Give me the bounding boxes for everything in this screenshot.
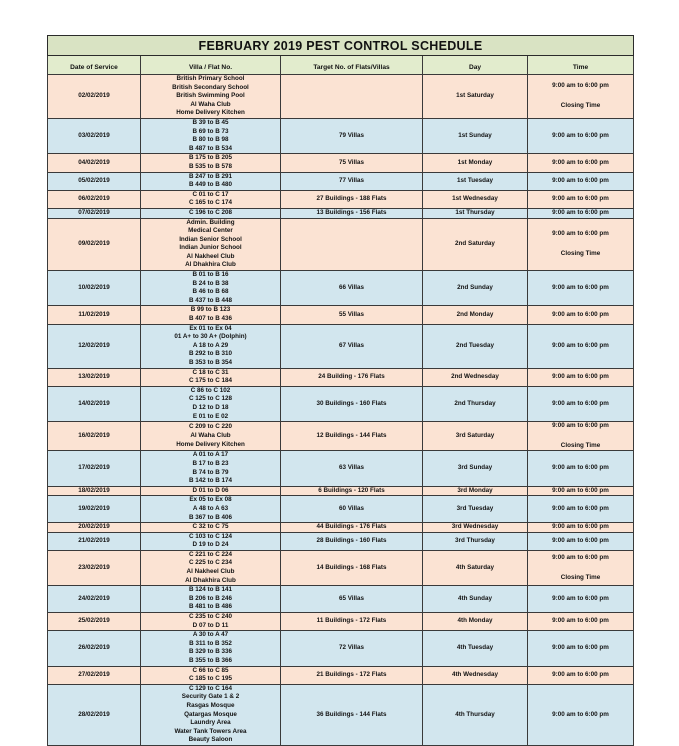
villa-line: D 01 to D 06 [192, 486, 229, 494]
cell-date: 14/02/2019 [48, 386, 141, 421]
cell-target: 44 Buildings - 176 Flats [281, 523, 423, 533]
cell-time [528, 422, 634, 451]
cell-day: 4th Monday [423, 613, 528, 631]
villa-line: Al Waha Club [190, 431, 231, 439]
column-header-day: Day [423, 56, 528, 75]
cell-time: 9:00 am to 6:00 pm [528, 271, 634, 306]
cell-target: 60 Villas [281, 496, 423, 523]
cell-date: 11/02/2019 [48, 306, 141, 324]
cell-target: 36 Buildings - 144 Flats [281, 684, 423, 745]
cell-date: 19/02/2019 [48, 496, 141, 523]
villa-line: C 221 to C 224 [188, 550, 233, 558]
table-row [48, 368, 634, 386]
villa-line: Al Waha Club [190, 100, 231, 108]
villa-line: B 46 to B 68 [192, 288, 229, 296]
villa-line: B 437 to B 448 [188, 296, 233, 304]
villa-line: B 39 to B 45 [192, 118, 229, 126]
villa-line-list [141, 306, 280, 323]
cell-time: 9:00 am to 6:00 pm [528, 613, 634, 631]
villa-line: C 165 to C 174 [188, 199, 233, 207]
villa-line: Laundry Area [190, 719, 231, 727]
cell-day: 3rd Thursday [423, 532, 528, 550]
table-row [48, 613, 634, 631]
villa-line: A 18 to A 29 [192, 341, 229, 349]
cell-date: 24/02/2019 [48, 586, 141, 613]
table-title-row [48, 36, 634, 56]
villa-line: Security Gate 1 & 2 [181, 693, 240, 701]
table-row [48, 523, 634, 533]
cell-date: 26/02/2019 [48, 631, 141, 666]
cell-date: 04/02/2019 [48, 154, 141, 172]
cell-time [528, 75, 634, 119]
table-row [48, 208, 634, 218]
cell-date: 10/02/2019 [48, 271, 141, 306]
cell-time: 9:00 am to 6:00 pm [528, 532, 634, 550]
villa-line: C 125 to C 128 [188, 395, 233, 403]
cell-target: 77 Villas [281, 172, 423, 190]
cell-target: 14 Buildings - 168 Flats [281, 550, 423, 585]
cell-target: 30 Buildings - 160 Flats [281, 386, 423, 421]
cell-target: 21 Buildings - 172 Flats [281, 666, 423, 684]
villa-line-list [141, 631, 280, 665]
cell-villa [141, 586, 281, 613]
cell-time: 9:00 am to 6:00 pm [528, 306, 634, 324]
service-hours: 9:00 am to 6:00 pm [552, 230, 609, 238]
villa-line: British Secondary School [172, 83, 249, 91]
cell-date: 13/02/2019 [48, 368, 141, 386]
villa-line: B 175 to B 205 [188, 154, 233, 162]
villa-line: B 353 to B 354 [188, 359, 233, 366]
cell-date: 25/02/2019 [48, 613, 141, 631]
villa-line: B 01 to B 16 [192, 271, 229, 279]
villa-line-list [141, 369, 280, 386]
cell-time [528, 550, 634, 585]
villa-line-list [141, 551, 280, 585]
table-header-row [48, 56, 634, 75]
cell-villa [141, 631, 281, 666]
cell-target: 63 Villas [281, 451, 423, 486]
villa-line: Ex 01 to Ex 04 [189, 324, 232, 332]
cell-time: 9:00 am to 6:00 pm [528, 190, 634, 208]
cell-date: 17/02/2019 [48, 451, 141, 486]
cell-target: 55 Villas [281, 306, 423, 324]
cell-villa [141, 218, 281, 271]
cell-day: 1st Thursday [423, 208, 528, 218]
table-row [48, 496, 634, 523]
cell-date: 21/02/2019 [48, 532, 141, 550]
cell-target: 28 Buildings - 160 Flats [281, 532, 423, 550]
cell-day: 4th Wednesday [423, 666, 528, 684]
column-header-time: Time [528, 56, 634, 75]
villa-line: B 329 to B 336 [188, 648, 233, 656]
table-row [48, 550, 634, 585]
villa-line-list [141, 613, 280, 630]
villa-line: Indian Senior School [179, 235, 242, 243]
cell-target: 66 Villas [281, 271, 423, 306]
cell-day: 1st Sunday [423, 118, 528, 153]
cell-villa [141, 75, 281, 119]
table-row [48, 486, 634, 496]
cell-time: 9:00 am to 6:00 pm [528, 208, 634, 218]
table-row [48, 666, 634, 684]
cell-villa [141, 306, 281, 324]
villa-line-list [141, 154, 280, 171]
time-group [528, 82, 633, 110]
cell-target: 13 Buildings - 156 Flats [281, 208, 423, 218]
cell-day: 2nd Sunday [423, 271, 528, 306]
closing-time-label: Closing Time [560, 441, 601, 449]
villa-line: Al Dhakhira Club [185, 576, 236, 584]
table-row [48, 451, 634, 486]
villa-line: D 12 to D 18 [192, 403, 229, 411]
villa-line: B 69 to B 73 [192, 127, 229, 135]
table-row [48, 422, 634, 451]
table-body [48, 75, 634, 746]
cell-time: 9:00 am to 6:00 pm [528, 154, 634, 172]
cell-day: 3rd Tuesday [423, 496, 528, 523]
table-row [48, 684, 634, 745]
cell-date: 07/02/2019 [48, 208, 141, 218]
time-group [528, 554, 633, 582]
cell-day: 4th Sunday [423, 586, 528, 613]
villa-line: B 80 to B 98 [192, 136, 229, 144]
villa-line: Ex 05 to Ex 08 [189, 496, 232, 504]
villa-line: E 01 to E 02 [192, 412, 229, 420]
cell-target [281, 75, 423, 119]
villa-line-list [141, 387, 280, 421]
service-hours: 9:00 am to 6:00 pm [552, 422, 609, 430]
cell-target: 27 Buildings - 188 Flats [281, 190, 423, 208]
cell-day: 3rd Monday [423, 486, 528, 496]
cell-date: 02/02/2019 [48, 75, 141, 119]
cell-time: 9:00 am to 6:00 pm [528, 172, 634, 190]
villa-line: C 209 to C 220 [188, 423, 233, 431]
villa-line: Al Dhakhira Club [185, 261, 236, 269]
cell-villa [141, 172, 281, 190]
villa-line-list [141, 496, 280, 522]
cell-villa [141, 368, 281, 386]
cell-time: 9:00 am to 6:00 pm [528, 118, 634, 153]
cell-time: 9:00 am to 6:00 pm [528, 451, 634, 486]
cell-time: 9:00 am to 6:00 pm [528, 324, 634, 368]
cell-date: 18/02/2019 [48, 486, 141, 496]
table-row [48, 118, 634, 153]
villa-line: B 142 to B 174 [188, 477, 233, 485]
cell-target: 6 Buildings - 120 Flats [281, 486, 423, 496]
table-row [48, 631, 634, 666]
cell-villa [141, 422, 281, 451]
cell-date: 12/02/2019 [48, 324, 141, 368]
cell-day: 3rd Sunday [423, 451, 528, 486]
villa-line: Indian Junior School [179, 244, 242, 252]
cell-time: 9:00 am to 6:00 pm [528, 523, 634, 533]
service-hours: 9:00 am to 6:00 pm [552, 553, 609, 561]
cell-day: 3rd Saturday [423, 422, 528, 451]
cell-target: 11 Buildings - 172 Flats [281, 613, 423, 631]
villa-line-list [141, 451, 280, 485]
villa-line: C 196 to C 208 [188, 208, 233, 216]
cell-day: 4th Saturday [423, 550, 528, 585]
cell-villa [141, 486, 281, 496]
villa-line-list [141, 423, 280, 449]
closing-time-label: Closing Time [560, 249, 601, 257]
villa-line: Rasgas Mosque [186, 701, 235, 709]
cell-target [281, 218, 423, 271]
table-row [48, 218, 634, 271]
cell-date: 23/02/2019 [48, 550, 141, 585]
cell-day: 2nd Wednesday [423, 368, 528, 386]
villa-line-list [141, 685, 280, 745]
column-header-date: Date of Service [48, 56, 141, 75]
table-row [48, 324, 634, 368]
villa-line: C 185 to C 195 [188, 675, 233, 683]
villa-line: Al Nakheel Club [186, 568, 235, 576]
villa-line: Water Tank Towers Area [174, 727, 247, 735]
villa-line-list [141, 209, 280, 218]
villa-line: B 17 to B 23 [192, 459, 229, 467]
villa-line: Medical Center [188, 227, 233, 235]
villa-line: Admin. Building [186, 218, 235, 226]
cell-time: 9:00 am to 6:00 pm [528, 486, 634, 496]
cell-day: 2nd Thursday [423, 386, 528, 421]
cell-date: 09/02/2019 [48, 218, 141, 271]
villa-line: B 24 to B 38 [192, 279, 229, 287]
cell-time: 9:00 am to 6:00 pm [528, 684, 634, 745]
villa-line: C 235 to C 240 [188, 613, 233, 621]
villa-line-list [141, 523, 280, 532]
cell-target: 12 Buildings - 144 Flats [281, 422, 423, 451]
villa-line-list [141, 586, 280, 612]
cell-time [528, 218, 634, 271]
villa-line-list [141, 75, 280, 118]
cell-day: 3rd Wednesday [423, 523, 528, 533]
villa-line: D 07 to D 11 [192, 621, 229, 629]
table-row [48, 154, 634, 172]
villa-line: C 175 to C 184 [188, 377, 233, 385]
service-hours: 9:00 am to 6:00 pm [552, 82, 609, 90]
villa-line: B 481 to B 486 [188, 603, 233, 611]
table-row [48, 306, 634, 324]
cell-villa [141, 684, 281, 745]
villa-line: B 487 to B 534 [188, 144, 233, 152]
villa-line: A 48 to A 63 [192, 504, 229, 512]
cell-villa [141, 550, 281, 585]
villa-line-list [141, 271, 280, 305]
cell-time: 9:00 am to 6:00 pm [528, 496, 634, 523]
cell-date: 20/02/2019 [48, 523, 141, 533]
cell-villa [141, 208, 281, 218]
cell-villa [141, 523, 281, 533]
villa-line: B 311 to B 352 [189, 639, 232, 647]
cell-target: 72 Villas [281, 631, 423, 666]
villa-line-list [141, 487, 280, 496]
villa-line: Beauty Saloon [188, 736, 233, 744]
page-title: FEBRUARY 2019 PEST CONTROL SCHEDULE [198, 38, 483, 53]
cell-villa [141, 190, 281, 208]
column-header-villa: Villa / Flat No. [141, 56, 281, 75]
cell-day: 2nd Saturday [423, 218, 528, 271]
villa-line-list [141, 173, 280, 190]
cell-time: 9:00 am to 6:00 pm [528, 631, 634, 666]
column-header-target: Target No. of Flats/Villas [281, 56, 423, 75]
villa-line: B 124 to B 141 [188, 586, 233, 594]
villa-line: B 247 to B 291 [188, 172, 233, 180]
cell-day: 1st Monday [423, 154, 528, 172]
schedule-sheet [47, 35, 633, 746]
cell-day: 1st Saturday [423, 75, 528, 119]
time-group [528, 230, 633, 258]
cell-date: 03/02/2019 [48, 118, 141, 153]
cell-villa [141, 496, 281, 523]
villa-line-list [141, 219, 280, 271]
villa-line: B 449 to B 480 [188, 181, 233, 189]
villa-line-list [141, 325, 280, 368]
villa-line: A 30 to A 47 [192, 631, 229, 639]
villa-line: British Swimming Pool [176, 92, 245, 100]
cell-day: 2nd Tuesday [423, 324, 528, 368]
villa-line: B 74 to B 79 [192, 468, 229, 476]
cell-date: 16/02/2019 [48, 422, 141, 451]
villa-line-list [141, 533, 280, 550]
cell-villa [141, 154, 281, 172]
villa-line: B 206 to B 246 [188, 594, 233, 602]
villa-line: B 292 to B 310 [188, 350, 233, 358]
closing-time-label: Closing Time [560, 101, 601, 109]
villa-line: B 99 to B 123 [190, 306, 231, 314]
villa-line: C 103 to C 124 [188, 532, 233, 540]
cell-villa [141, 451, 281, 486]
cell-date: 05/02/2019 [48, 172, 141, 190]
villa-line: Qatargas Mosque [184, 710, 237, 718]
villa-line: Home Delivery Kitchen [176, 440, 245, 448]
pest-control-schedule-table [47, 35, 634, 746]
cell-time: 9:00 am to 6:00 pm [528, 368, 634, 386]
villa-line: Home Delivery Kitchen [176, 109, 245, 117]
cell-day: 4th Tuesday [423, 631, 528, 666]
cell-target: 79 Villas [281, 118, 423, 153]
time-group [528, 422, 633, 450]
cell-villa [141, 386, 281, 421]
cell-date: 28/02/2019 [48, 684, 141, 745]
table-title-cell [48, 36, 634, 56]
table-row [48, 386, 634, 421]
villa-line: C 129 to C 164 [188, 684, 233, 692]
villa-line: D 19 to D 24 [192, 541, 229, 549]
villa-line: C 32 to C 75 [192, 523, 229, 531]
villa-line: B 355 to B 366 [188, 657, 233, 664]
cell-date: 27/02/2019 [48, 666, 141, 684]
villa-line: 01 A+ to 30 A+ (Dolphin) [174, 333, 247, 341]
table-row [48, 172, 634, 190]
cell-day: 1st Wednesday [423, 190, 528, 208]
villa-line: C 18 to C 31 [192, 368, 229, 376]
villa-line: C 01 to C 17 [192, 190, 229, 198]
villa-line: B 535 to B 578 [188, 162, 233, 170]
cell-target: 24 Building - 176 Flats [281, 368, 423, 386]
villa-line: B 407 to B 436 [188, 315, 233, 323]
table-row [48, 532, 634, 550]
table-row [48, 190, 634, 208]
table-row [48, 586, 634, 613]
cell-villa [141, 324, 281, 368]
table-row [48, 75, 634, 119]
cell-villa [141, 613, 281, 631]
table-row [48, 271, 634, 306]
cell-villa [141, 532, 281, 550]
villa-line: A 01 to A 17 [192, 451, 229, 459]
villa-line-list [141, 667, 280, 684]
cell-day: 1st Tuesday [423, 172, 528, 190]
villa-line: B 367 to B 406 [188, 513, 233, 521]
villa-line-list [141, 191, 280, 208]
cell-time: 9:00 am to 6:00 pm [528, 666, 634, 684]
cell-day: 4th Thursday [423, 684, 528, 745]
villa-line: British Primary School [176, 75, 245, 82]
closing-time-label: Closing Time [560, 573, 601, 581]
cell-date: 06/02/2019 [48, 190, 141, 208]
cell-villa [141, 666, 281, 684]
cell-villa [141, 118, 281, 153]
villa-line: C 225 to C 234 [188, 559, 233, 567]
cell-target: 75 Villas [281, 154, 423, 172]
cell-time: 9:00 am to 6:00 pm [528, 386, 634, 421]
cell-target: 65 Villas [281, 586, 423, 613]
villa-line-list [141, 119, 280, 153]
villa-line: Al Nakheel Club [186, 252, 235, 260]
cell-villa [141, 271, 281, 306]
cell-target: 67 Villas [281, 324, 423, 368]
villa-line: C 86 to C 102 [190, 386, 231, 394]
cell-time: 9:00 am to 6:00 pm [528, 586, 634, 613]
villa-line: C 66 to C 85 [192, 666, 229, 674]
cell-day: 2nd Monday [423, 306, 528, 324]
